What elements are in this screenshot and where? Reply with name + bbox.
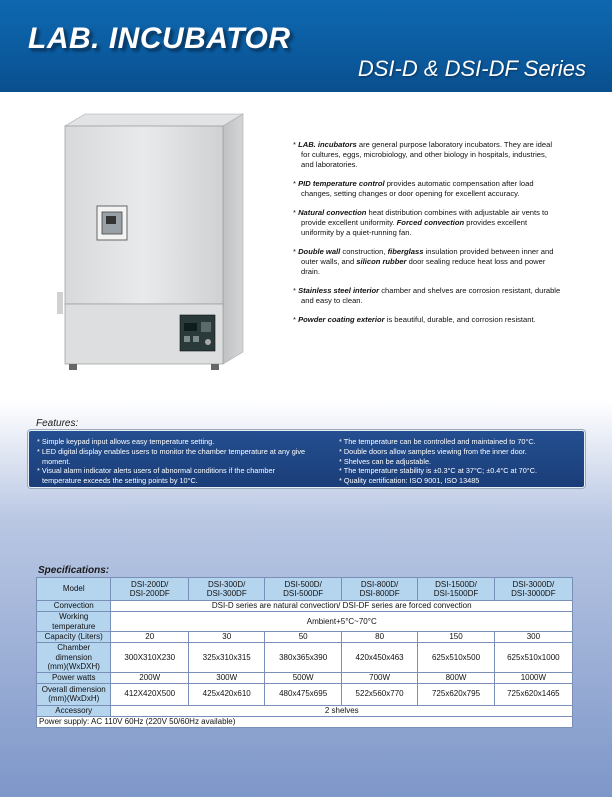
table-cell: 325x310x315: [188, 643, 264, 673]
table-cell: 300: [494, 632, 572, 643]
table-cell: 1000W: [494, 672, 572, 683]
table-row: [37, 672, 573, 683]
page-title: LAB. INCUBATOR: [28, 22, 291, 55]
features-left-column: [37, 437, 312, 486]
table-row: [37, 632, 573, 643]
table-cell: 200W: [111, 672, 189, 683]
feature-item: * The temperature stability is ±0.3°C at 37°C; ±0.4°C at 70°C.: [339, 466, 538, 476]
table-cell: 700W: [341, 672, 417, 683]
description-item: * Natural convection heat distribution combines with adjustable air vents to provide excellent uniformity. Forced convection provides excellent uniformity by a quiet-running fan.: [293, 208, 549, 237]
table-cell: 522x560x770: [341, 683, 417, 705]
table-cell: 625x510x500: [418, 643, 494, 673]
row-label: Model: [37, 578, 111, 601]
header-banner: [0, 0, 612, 92]
model-cell: DSI-800D/ DSI-800DF: [341, 578, 417, 601]
model-cell: DSI-3000D/ DSI-3000DF: [494, 578, 572, 601]
table-cell: 425x420x610: [188, 683, 264, 705]
table-cell: 150: [418, 632, 494, 643]
table-cell: Ambient+5°C~70°C: [111, 612, 573, 632]
model-cell: DSI-500D/ DSI-500DF: [265, 578, 341, 601]
table-cell: 800W: [418, 672, 494, 683]
features-box: [28, 430, 585, 488]
description-list: [293, 140, 561, 334]
table-row: [37, 578, 573, 601]
table-cell: 725x620x1465: [494, 683, 572, 705]
row-label: Chamber dimension (mm)(WxDXH): [37, 643, 111, 673]
table-cell: 20: [111, 632, 189, 643]
table-row: [37, 612, 573, 632]
table-cell: DSI-D series are natural convection/ DSI-DF series are forced convection: [111, 601, 573, 612]
features-right-column: [339, 437, 579, 486]
description-item: * PID temperature control provides automatic compensation after load changes, setting changes or door opening for excellent accuracy.: [293, 179, 534, 198]
table-cell: 300W: [188, 672, 264, 683]
feature-item: * The temperature can be controlled and maintained to 70°C.: [339, 437, 536, 446]
feature-item: * Visual alarm indicator alerts users of abnormal conditions if the chamber temperature exceeds the setting points by 10°C.: [37, 466, 275, 486]
model-cell: DSI-1500D/ DSI-1500DF: [418, 578, 494, 601]
row-label: Convection: [37, 601, 111, 612]
table-cell: 380x365x390: [265, 643, 341, 673]
incubator-image: [55, 112, 245, 374]
model-cell: DSI-200D/ DSI-200DF: [111, 578, 189, 601]
row-label: Power watts: [37, 672, 111, 683]
table-cell: 480x475x695: [265, 683, 341, 705]
table-cell: 420x450x463: [341, 643, 417, 673]
specifications-table: [36, 577, 573, 728]
table-cell: 80: [341, 632, 417, 643]
row-label: Overall dimension (mm)(WxDxH): [37, 683, 111, 705]
table-row: [37, 601, 573, 612]
table-row: [37, 643, 573, 673]
table-cell: 30: [188, 632, 264, 643]
table-cell: 500W: [265, 672, 341, 683]
model-cell: DSI-300D/ DSI-300DF: [188, 578, 264, 601]
table-cell: 625x510x1000: [494, 643, 572, 673]
table-row: [37, 705, 573, 716]
description-item: * LAB. incubators are general purpose laboratory incubators. They are ideal for cultures, eggs, microbiology, and other biology in hospitals, industries, and laboratories.: [293, 140, 553, 169]
feature-item: * LED digital display enables users to monitor the chamber temperature at any give moment.: [37, 446, 306, 466]
table-row: [37, 716, 573, 727]
table-cell: 2 shelves: [111, 705, 573, 716]
specifications-heading: Specifications:: [38, 565, 110, 576]
description-item: * Double wall construction, fiberglass insulation provided between inner and outer walls, and silicon rubber door sealing reduce heat loss and power drain.: [293, 247, 554, 276]
feature-item: * Shelves can be adjustable.: [339, 456, 432, 466]
feature-item: * Simple keypad input allows easy temperature setting.: [37, 437, 215, 446]
description-item: * Powder coating exterior is beautiful, durable, and corrosion resistant.: [293, 315, 536, 324]
table-cell: 300X310X230: [111, 643, 189, 673]
description-item: * Stainless steel interior chamber and shelves are corrosion resistant, durable and easy to clean.: [293, 286, 561, 305]
row-label: Accessory: [37, 705, 111, 716]
table-cell: 412X420X500: [111, 683, 189, 705]
page-subtitle: DSI-D & DSI-DF Series: [357, 56, 586, 81]
power-supply-note: Power supply: AC 110V 60Hz (220V 50/60Hz available): [37, 716, 573, 727]
table-cell: 50: [265, 632, 341, 643]
features-heading: Features:: [36, 418, 79, 429]
row-label: Capacity (Liters): [37, 632, 111, 643]
table-row: [37, 683, 573, 705]
feature-item: * Double doors allow samples viewing from the inner door.: [339, 446, 527, 456]
table-cell: 725x620x795: [418, 683, 494, 705]
row-label: Working temperature: [37, 612, 111, 632]
feature-item: * Quality certification: ISO 9001, ISO 13485: [339, 476, 480, 486]
